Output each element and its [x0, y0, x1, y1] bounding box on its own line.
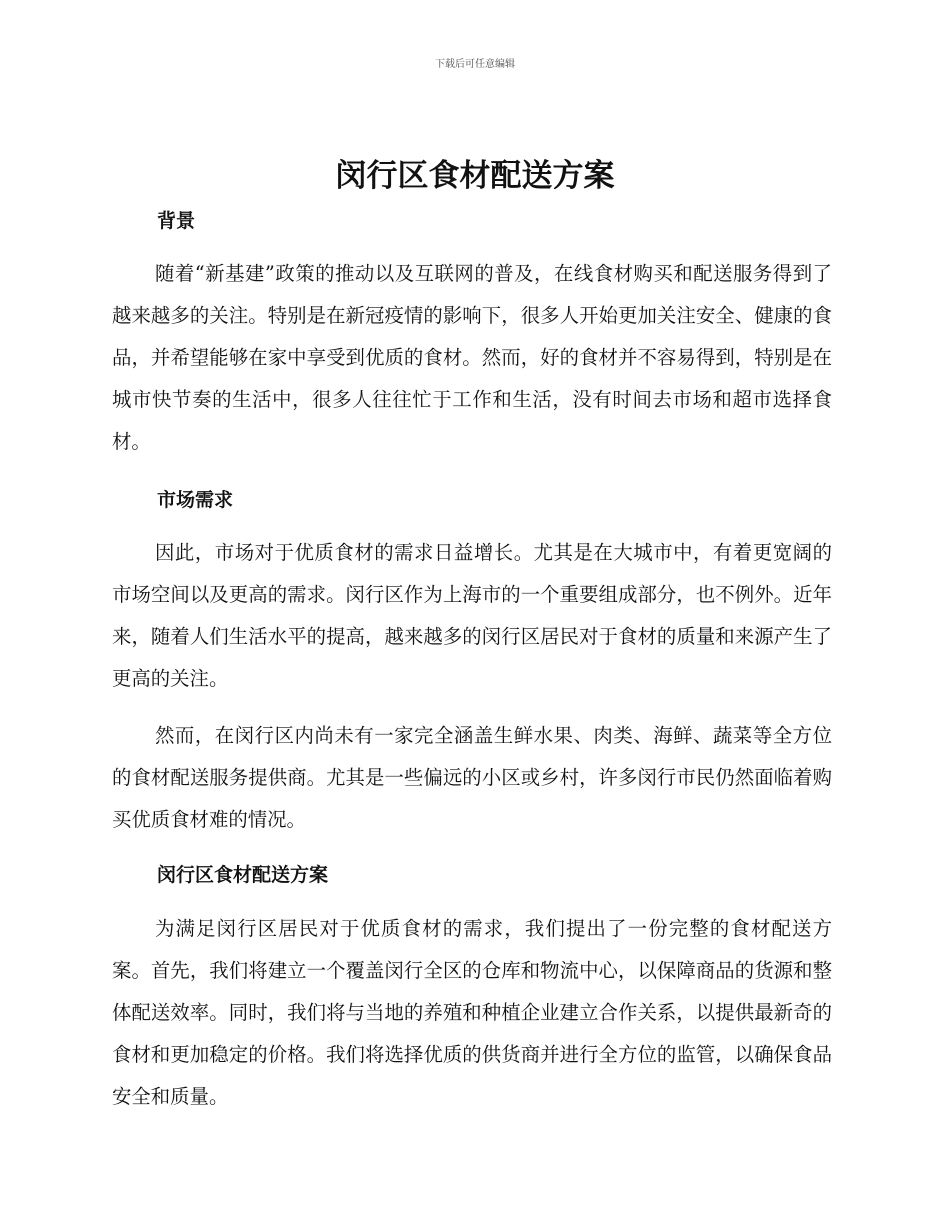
header-note: 下载后可任意编辑: [435, 59, 515, 70]
page-title: 闵行区食材配送方案: [335, 158, 615, 194]
section-market-demand-body-2: [112, 715, 832, 841]
paragraph: 然而，在闵行区内尚未有一家完全涵盖生鲜水果、肉类、海鲜、蔬菜等全方位的食材配送服务提供商。尤其是一些偏远的小区或乡村，许多闵行市民仍然面临着购买优质食材难的情况。: [112, 724, 832, 831]
section-heading: 背景: [157, 210, 196, 232]
paragraph: 为满足闵行区居民对于优质食材的需求，我们提出了一份完整的食材配送方案。首先，我们将建立一个覆盖闵行全区的仓库和物流中心，以保障商品的货源和整体配送效率。同时，我们将与当地的养殖和种植企业建立合作关系，以提供最新奇的食材和更加稳定的价格。我们将选择优质的供货商并进行全方位的监管，以确保食品安全和质量。: [112, 917, 832, 1108]
section-background: [112, 208, 832, 234]
section-background-body: [112, 253, 832, 463]
paragraph: 因此，市场对于优质食材的需求日益增长。尤其是在大城市中，有着更宽阔的市场空间以及更高的需求。闵行区作为上海市的一个重要组成部分，也不例外。近年来，随着人们生活水平的提高，越来越多的闵行区居民对于食材的质量和来源产生了更高的关注。: [112, 541, 832, 690]
section-market-demand-body-1: [112, 532, 832, 700]
section-heading: 闵行区食材配送方案: [157, 864, 329, 886]
section-delivery-plan: [112, 862, 832, 888]
section-heading: 市场需求: [157, 489, 234, 511]
section-delivery-plan-body: [112, 908, 832, 1118]
section-market-demand: [112, 487, 832, 513]
paragraph: 随着“新基建”政策的推动以及互联网的普及，在线食材购买和配送服务得到了越来越多的关注。特别是在新冠疫情的影响下，很多人开始更加关注安全、健康的食品，并希望能够在家中享受到优质的食材。然而，好的食材并不容易得到，特别是在城市快节奏的生活中，很多人往往忙于工作和生活，没有时间去市场和超市选择食材。: [112, 262, 832, 453]
